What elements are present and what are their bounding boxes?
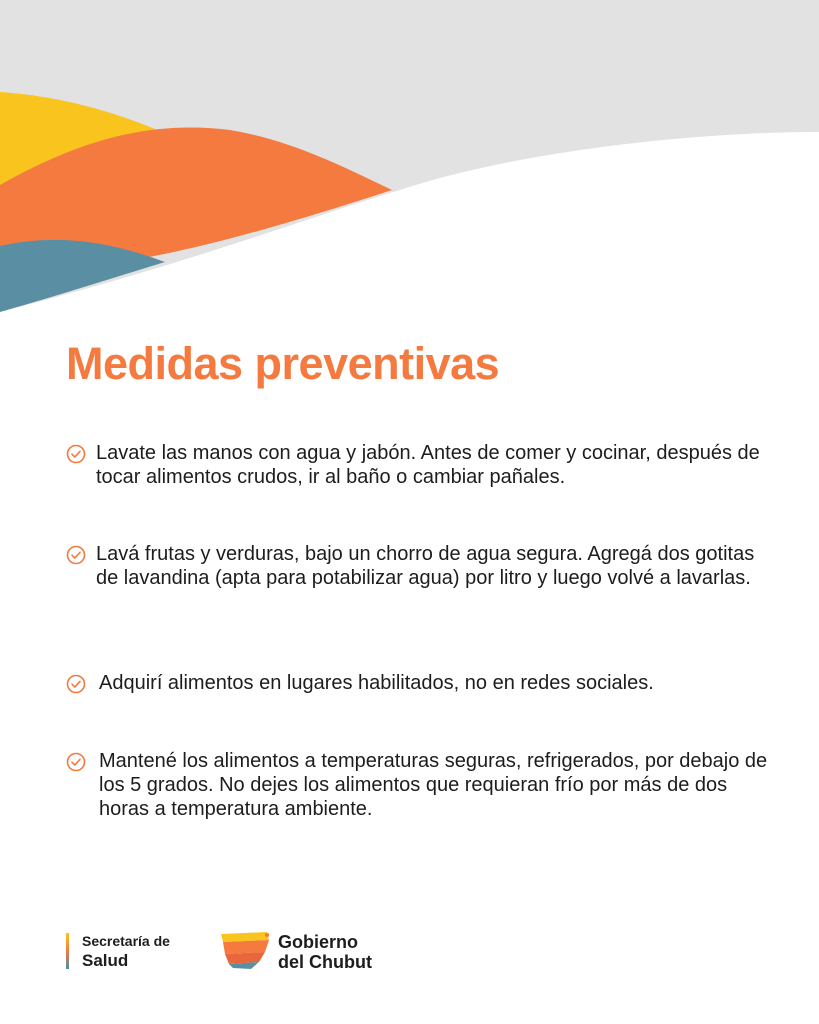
list-item-text: Mantené los alimentos a temperaturas seguras, refrigerados, por debajo de los 5 grados. No dejes los alimentos que requieran frío por más de dos horas a temperatura ambiente. <box>99 750 768 820</box>
salud-logo-line2: Salud <box>82 951 129 970</box>
chubut-map-icon <box>219 930 273 970</box>
list-item-text: Lavá frutas y verduras, bajo un chorro de agua segura. Agregá dos gotitas de lavandina (apta para potabilizar agua) por litro y luego volvé a lavarlas. <box>96 543 755 589</box>
logo-color-bar <box>66 933 69 969</box>
check-circle-icon <box>66 545 86 565</box>
header-waves-decoration <box>0 0 819 330</box>
check-circle-icon <box>66 752 86 772</box>
gobierno-logo-line1: Gobierno <box>278 932 358 952</box>
check-circle-icon <box>66 674 86 694</box>
list-item-text: Adquirí alimentos en lugares habilitados, no en redes sociales. <box>99 672 654 694</box>
salud-logo-line1: Secretaría de <box>82 933 170 949</box>
list-item-text: Lavate las manos con agua y jabón. Antes de comer y cocinar, después de tocar alimentos crudos, ir al baño o cambiar pañales. <box>96 442 760 488</box>
page-title: Medidas preventivas <box>66 338 500 389</box>
check-circle-icon <box>66 444 86 464</box>
gobierno-logo-line2: del Chubut <box>278 952 372 972</box>
